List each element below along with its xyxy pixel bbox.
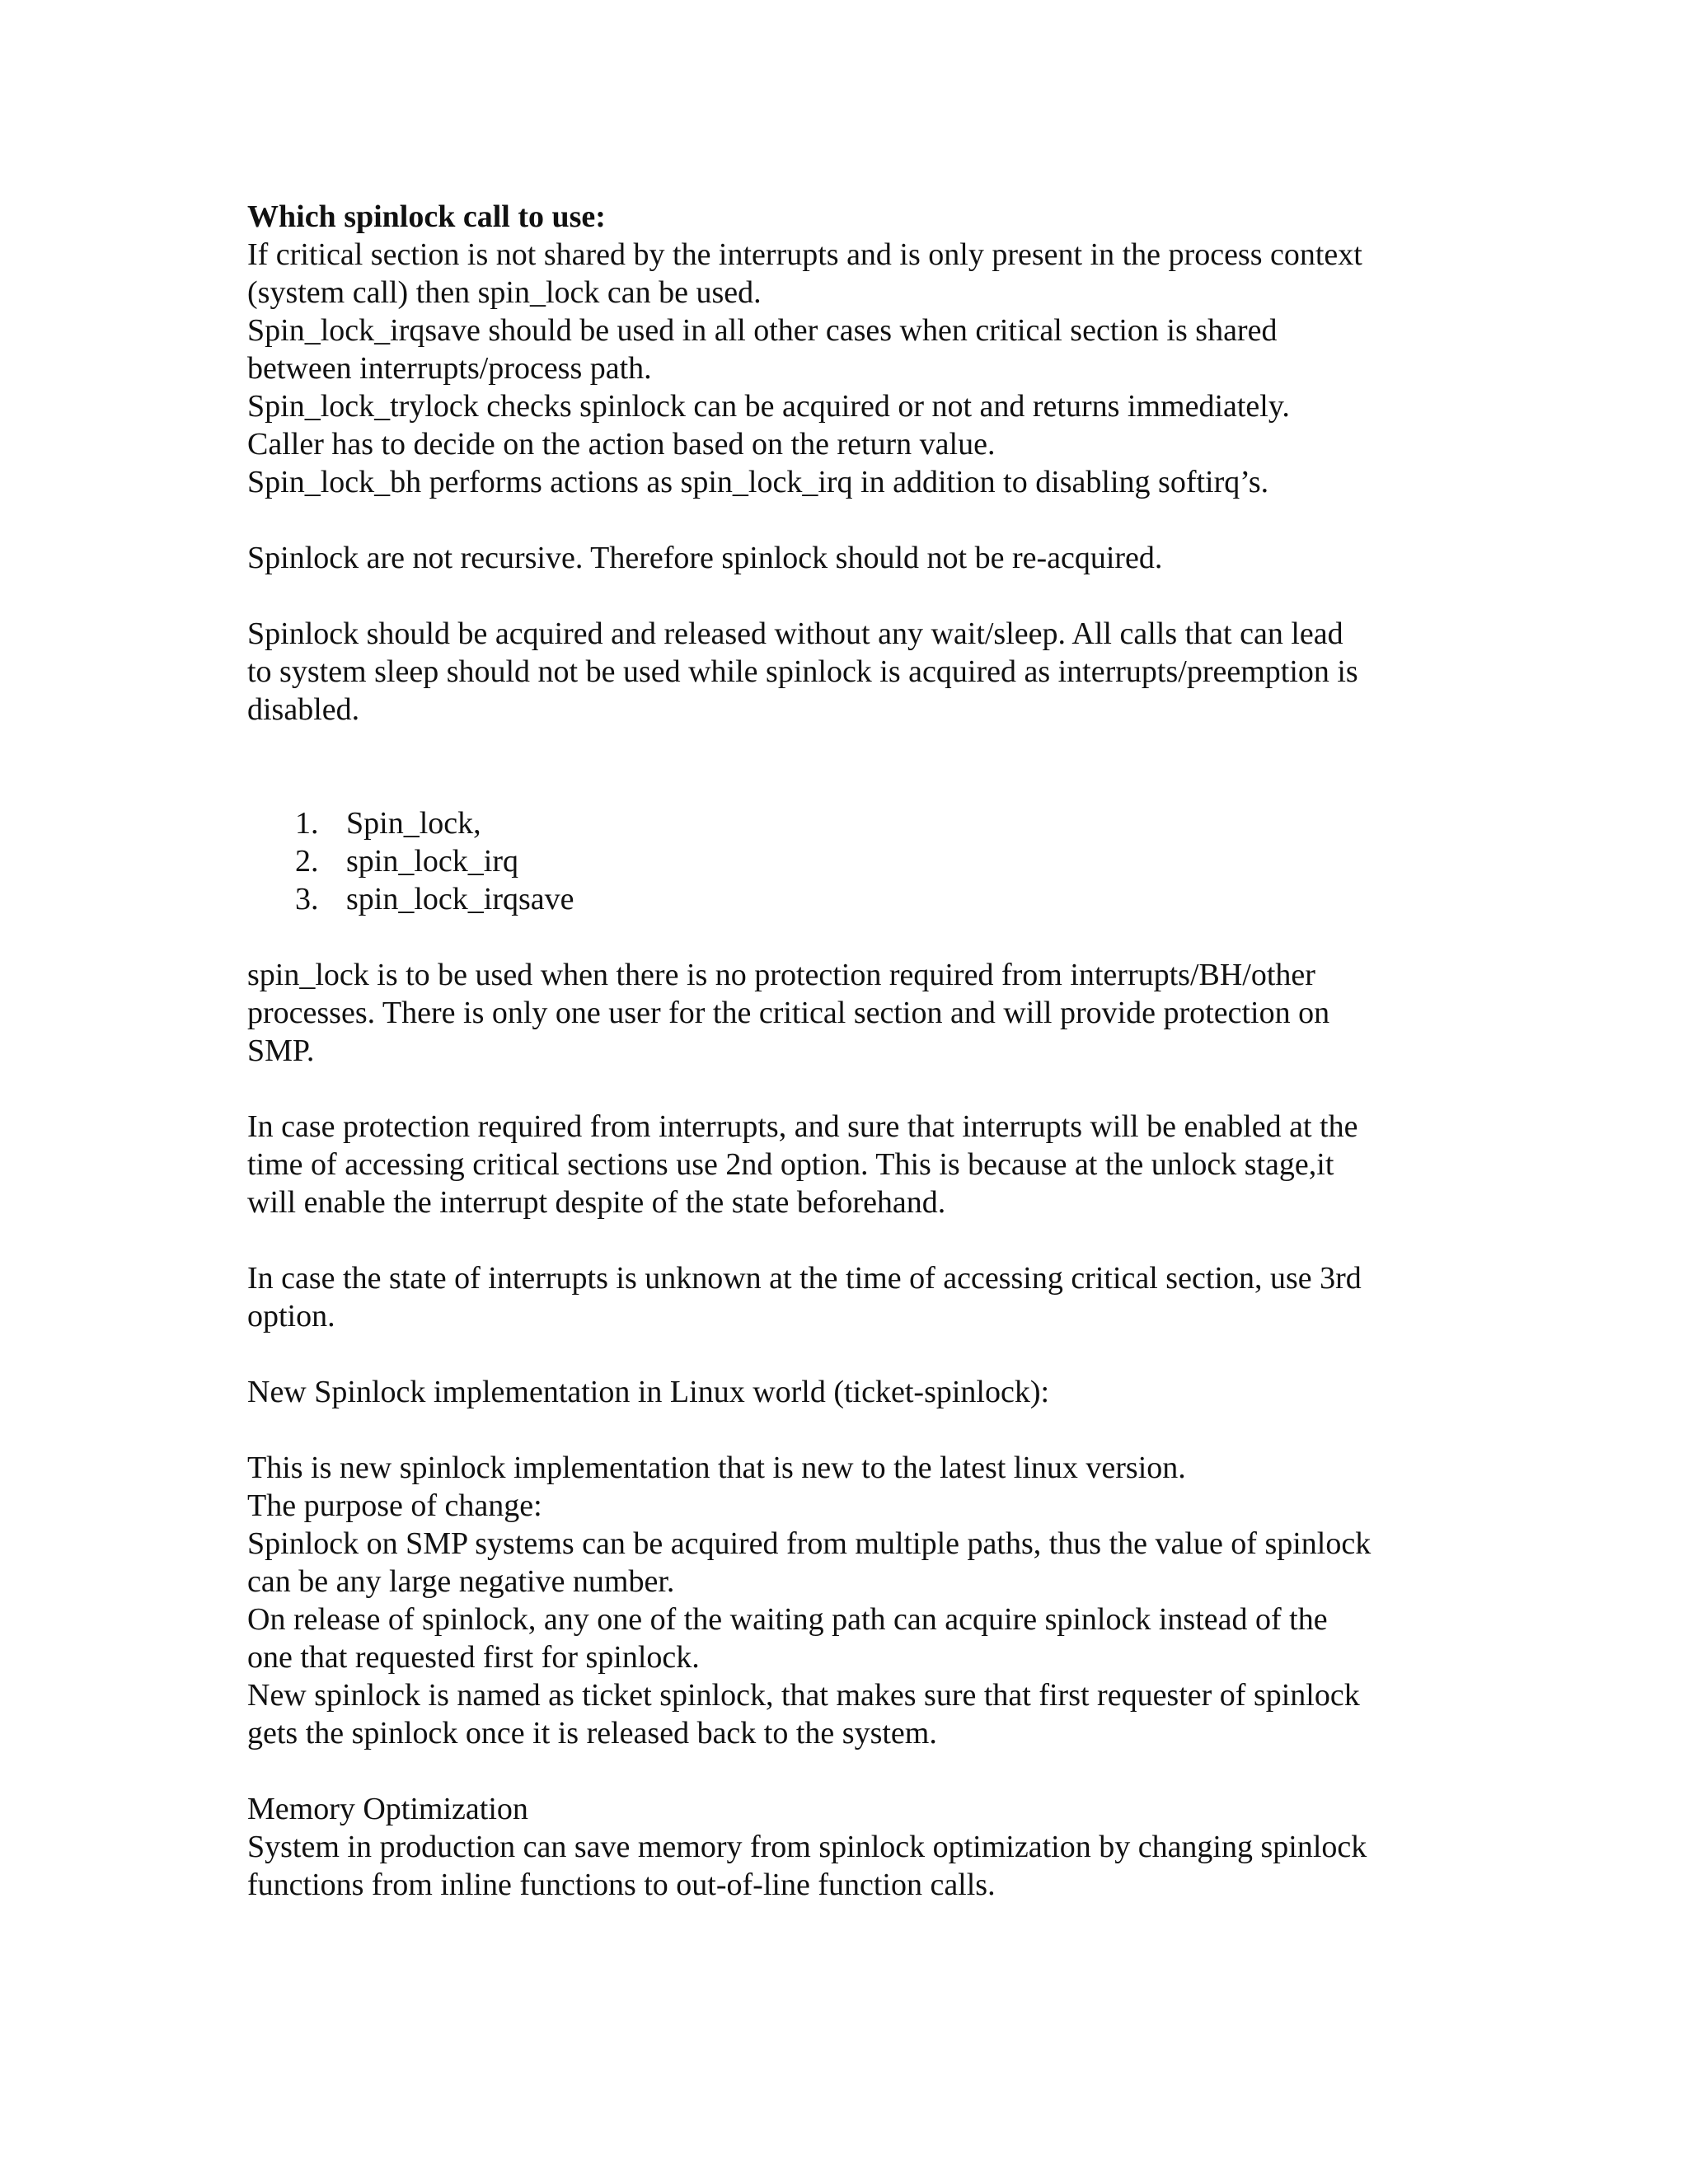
ticket-paragraph [247,1449,1451,1752]
paragraph-gap [247,918,1451,956]
intro-paragraph [247,236,1451,501]
option3-paragraph [247,1259,1451,1335]
text-line: The purpose of change: [247,1488,542,1523]
list-item [247,842,1451,880]
text-line: In case the state of interrupts is unknown at the time of accessing critical section, use 3rd [247,1261,1362,1296]
ticket-heading: New Spinlock implementation in Linux world (ticket-spinlock): [247,1375,1050,1409]
text-line: SMP. [247,1033,315,1068]
option2-paragraph [247,1108,1451,1221]
list-number: 1. [295,806,319,841]
paragraph-gap [247,1752,1451,1790]
text-line: In case protection required from interrupts, and sure that interrupts will be enabled at the [247,1109,1358,1144]
memory-paragraph [247,1828,1451,1904]
memory-heading: Memory Optimization [247,1792,528,1826]
list-item [247,880,1451,918]
list-number: 3. [295,882,319,916]
paragraph-gap [247,1411,1451,1449]
text-line: Spinlock on SMP systems can be acquired from multiple paths, thus the value of spinlock [247,1526,1372,1561]
text-line: New spinlock is named as ticket spinlock, that makes sure that first requester of spinlock [247,1678,1360,1713]
text-line: Caller has to decide on the action based on the return value. [247,427,996,462]
document-page [247,198,1451,1904]
text-line: to system sleep should not be used while spinlock is acquired as interrupts/preemption is [247,654,1358,689]
text-line: option. [247,1299,335,1333]
text-line: spin_lock is to be used when there is no protection required from interrupts/BH/other [247,958,1315,992]
paragraph-gap [247,1070,1451,1108]
list-item [247,804,1451,842]
recursive-paragraph: Spinlock are not recursive. Therefore spinlock should not be re-acquired. [247,541,1163,575]
spinlock-options-list [247,804,1451,918]
text-line: System in production can save memory from spinlock optimization by changing spinlock [247,1830,1367,1864]
text-line: Spinlock should be acquired and released without any wait/sleep. All calls that can lead [247,616,1343,651]
text-line: functions from inline functions to out-of-line function calls. [247,1868,996,1902]
text-line: gets the spinlock once it is released back to the system. [247,1716,937,1750]
paragraph-gap [247,1335,1451,1373]
sleep-paragraph [247,615,1451,729]
text-line: Spin_lock_trylock checks spinlock can be acquired or not and returns immediately. [247,389,1290,424]
text-line: disabled. [247,692,360,727]
text-line: can be any large negative number. [247,1564,675,1599]
text-line: Spin_lock_bh performs actions as spin_lock_irq in addition to disabling softirq’s. [247,465,1269,499]
text-line: between interrupts/process path. [247,351,652,386]
text-line: processes. There is only one user for the critical section and will provide protection on [247,996,1330,1030]
list-text: Spin_lock, [346,806,481,841]
spin-lock-paragraph [247,956,1451,1070]
list-text: spin_lock_irqsave [346,882,574,916]
paragraph-gap [247,729,1451,804]
text-line: time of accessing critical sections use 2nd option. This is because at the unlock stage,it [247,1147,1334,1182]
list-number: 2. [295,844,319,879]
paragraph-gap [247,1221,1451,1259]
list-text: spin_lock_irq [346,844,518,879]
text-line: On release of spinlock, any one of the waiting path can acquire spinlock instead of the [247,1602,1328,1637]
text-line: If critical section is not shared by the interrupts and is only present in the process context [247,237,1362,272]
paragraph-gap [247,577,1451,615]
text-line: (system call) then spin_lock can be used. [247,275,762,310]
text-line: one that requested first for spinlock. [247,1640,700,1675]
text-line: This is new spinlock implementation that is new to the latest linux version. [247,1451,1186,1485]
section-heading: Which spinlock call to use: [247,199,606,234]
text-line: Spin_lock_irqsave should be used in all other cases when critical section is shared [247,313,1278,348]
paragraph-gap [247,501,1451,539]
text-line: will enable the interrupt despite of the state beforehand. [247,1185,946,1220]
